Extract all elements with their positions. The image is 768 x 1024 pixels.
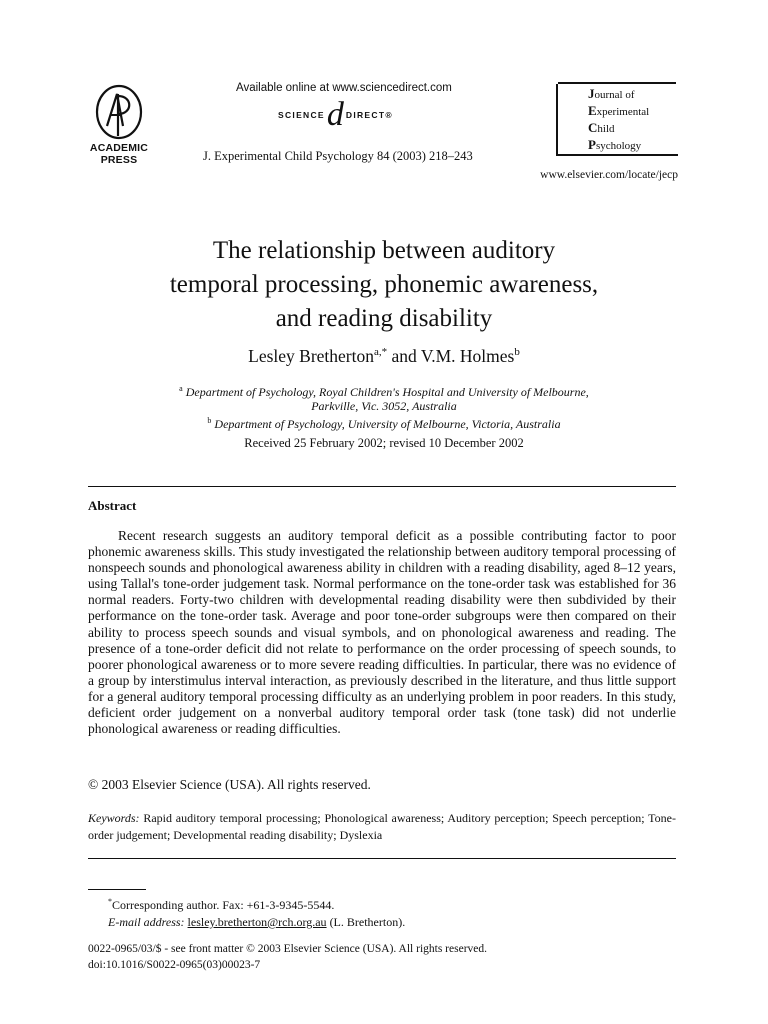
footnote-rule bbox=[88, 889, 146, 890]
divider bbox=[88, 858, 676, 859]
sd-logo-at-icon: d bbox=[326, 96, 344, 133]
divider bbox=[88, 486, 676, 487]
keywords-list: Rapid auditory temporal processing; Phonological awareness; Auditory perception; Speech perception; Tone-order judgement; Developmental reading disability; Dyslexia bbox=[88, 811, 676, 842]
author-list bbox=[0, 346, 768, 367]
journal-title-rest: hild bbox=[597, 123, 615, 135]
journal-title-line bbox=[558, 86, 678, 103]
journal-title-initial: E bbox=[588, 103, 597, 118]
journal-title-line bbox=[558, 120, 678, 137]
publisher-logo bbox=[84, 82, 154, 177]
abstract-heading: Abstract bbox=[88, 498, 137, 513]
author-affiliation-marker: b bbox=[514, 346, 520, 359]
journal-title-initial: J bbox=[588, 86, 595, 101]
affiliation-a-cont bbox=[0, 398, 768, 414]
corresponding-author-text: Corresponding author. Fax: +61-3-9345-5544. bbox=[112, 898, 335, 912]
keywords bbox=[88, 810, 676, 843]
journal-citation: J. Experimental Child Psychology 84 (2003) 218–243 bbox=[203, 149, 473, 163]
journal-title-rest: xperimental bbox=[596, 106, 650, 118]
footnote-corresponding bbox=[108, 893, 405, 914]
footnote bbox=[108, 893, 405, 931]
email-label: E-mail address: bbox=[108, 915, 185, 929]
journal-title-initial: P bbox=[588, 137, 596, 152]
author-connector: and bbox=[387, 346, 421, 366]
email-suffix: (L. Bretherton). bbox=[326, 915, 406, 929]
affiliation-marker: a bbox=[179, 384, 183, 393]
title-line: temporal processing, phonemic awareness, bbox=[169, 271, 599, 298]
abstract-copyright: © 2003 Elsevier Science (USA). All rights reserved. bbox=[88, 777, 371, 792]
email-link[interactable]: lesley.bretherton@rch.org.au bbox=[187, 915, 327, 929]
academic-press-emblem-icon bbox=[93, 82, 145, 142]
affiliation-text: Parkville, Vic. 3052, Australia bbox=[311, 399, 457, 413]
sd-logo-left: SCIENCE bbox=[278, 110, 325, 120]
doi-line[interactable]: doi:10.1016/S0022-0965(03)00023-7 bbox=[88, 959, 261, 971]
sciencedirect-logo bbox=[278, 96, 393, 133]
publisher-name-line1: ACADEMIC bbox=[89, 142, 149, 154]
article-title bbox=[0, 234, 768, 336]
journal-title-initial: C bbox=[588, 120, 598, 135]
journal-title-box bbox=[556, 84, 678, 156]
title-line: The relationship between auditory bbox=[212, 237, 556, 264]
affiliation-text: Department of Psychology, Royal Children's Hospital and University of Melbourne, bbox=[185, 385, 589, 399]
received-dates: Received 25 February 2002; revised 10 December 2002 bbox=[244, 436, 524, 450]
journal-title-rest: ournal of bbox=[594, 89, 635, 101]
author-name[interactable]: V.M. Holmes bbox=[420, 346, 515, 366]
affiliation-b bbox=[0, 413, 768, 432]
journal-title-line bbox=[558, 103, 678, 120]
journal-url[interactable]: www.elsevier.com/locate/jecp bbox=[540, 169, 678, 181]
publisher-name-line2: PRESS bbox=[100, 154, 138, 166]
journal-title-rest: sychology bbox=[595, 140, 642, 152]
footnote-email bbox=[108, 914, 405, 931]
author-name[interactable]: Lesley Bretherton bbox=[248, 346, 374, 366]
front-matter-info bbox=[88, 941, 487, 973]
affiliation-marker: b bbox=[207, 416, 212, 425]
affiliation-text: Department of Psychology, University of Melbourne, Victoria, Australia bbox=[214, 417, 561, 431]
title-line: and reading disability bbox=[275, 305, 493, 332]
keywords-label: Keywords: bbox=[88, 811, 140, 825]
footnote-marker: * bbox=[108, 897, 112, 906]
sd-logo-right: DIRECT® bbox=[345, 110, 393, 120]
issn-line: 0022-0965/03/$ - see front matter © 2003 Elsevier Science (USA). All rights reserved. bbox=[88, 943, 488, 955]
journal-title-line bbox=[558, 137, 678, 154]
available-online-text: Available online at www.sciencedirect.com bbox=[236, 82, 452, 94]
publisher-name bbox=[84, 142, 154, 166]
author-affiliation-marker: a,* bbox=[374, 346, 388, 359]
abstract-body: Recent research suggests an auditory temporal deficit as a possible contributing factor to poor phonemic awareness skills. This study investigated the relationship between auditory temporal processing of nonspeech sounds and phonological awareness ability in children with a reading disability, aged 8–12 years, using Tallal's tone-order judgement task. Normal performance on the tone-order task was established for 36 normal readers. Forty-two children with developmental reading disability were then subdivided by their performance on the tone-order task. Average and poor tone-order subgroups were then compared on their ability to process speech sounds and visual symbols, and on phonological awareness and reading. The presence of a tone-order deficit did not relate to performance on the order processing of speech sounds, to poorer phonological awareness or to more severe reading difficulties. In particular, there was no evidence of a group by interstimulus interval interaction, as previously described in the literature, and thus little support for a general auditory temporal processing difficulty as an underlying problem in poor readers. In this study, deficient order judgement on a nonverbal auditory temporal order task (tone task) did not underlie phonological awareness or reading difficulties. bbox=[88, 528, 676, 737]
